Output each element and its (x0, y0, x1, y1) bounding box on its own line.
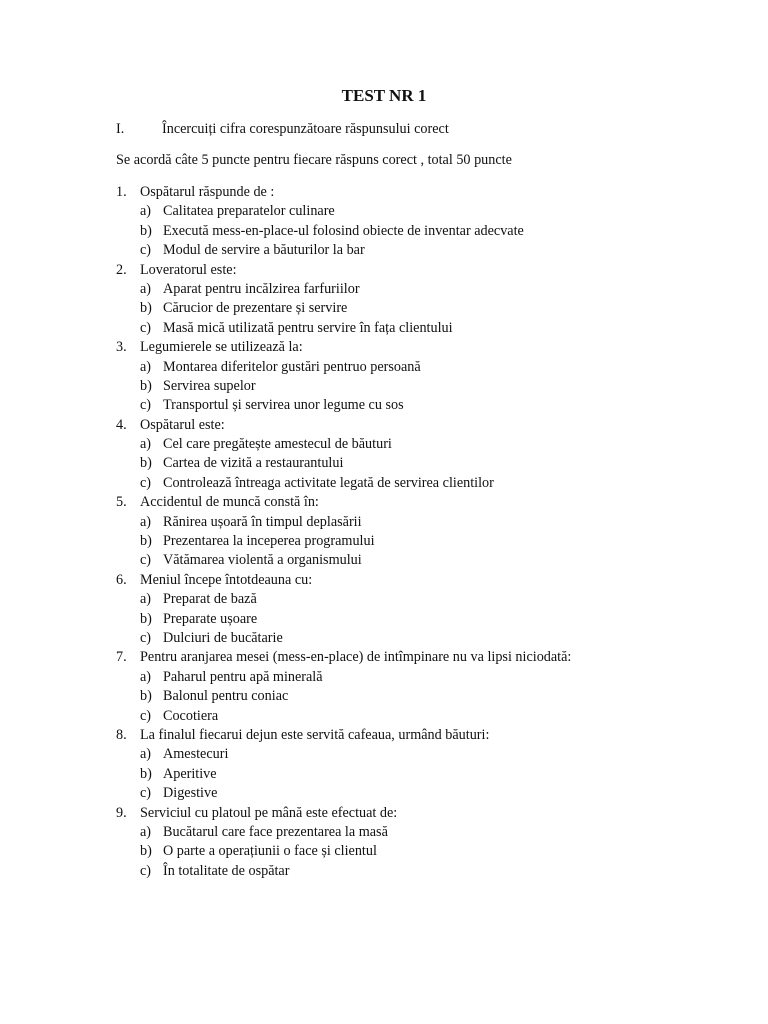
option-text: Preparat de bază (163, 591, 257, 608)
question-number: 9. (116, 804, 127, 821)
scoring-note: Se acordă câte 5 puncte pentru fiecare răspuns corect , total 50 puncte (116, 152, 512, 168)
option-text: Servirea supelor (163, 377, 256, 394)
option-letter: a) (140, 513, 152, 530)
answer-option (116, 842, 736, 861)
section-number: I. (116, 121, 125, 137)
option-letter: b) (140, 533, 152, 550)
option-letter: c) (140, 629, 152, 646)
answer-option (116, 551, 736, 570)
question-item (116, 648, 736, 667)
question-text: Pentru aranjarea mesei (mess-en-place) de intîmpinare nu va lipsi niciodată: (140, 649, 572, 666)
option-letter: a) (140, 203, 152, 220)
option-letter: c) (140, 707, 152, 724)
option-text: Montarea diferitelor gustări pentruo persoană (163, 358, 421, 375)
question-number: 2. (116, 261, 127, 278)
option-letter: b) (140, 765, 152, 782)
question-text: Accidentul de muncă constă în: (140, 494, 319, 511)
answer-option (116, 707, 736, 726)
answer-option (116, 532, 736, 551)
question-number: 8. (116, 726, 127, 743)
question-item (116, 493, 736, 512)
option-text: Rănirea ușoară în timpul deplasării (163, 513, 362, 530)
option-text: Execută mess-en-place-ul folosind obiecte de inventar adecvate (163, 222, 524, 239)
option-text: Bucătarul care face prezentarea la masă (163, 823, 388, 840)
question-number: 3. (116, 339, 127, 356)
option-letter: b) (140, 610, 152, 627)
option-text: Preparate ușoare (163, 610, 258, 627)
option-text: Amestecuri (163, 746, 229, 763)
question-item (116, 338, 736, 357)
question-list (116, 183, 736, 881)
answer-option (116, 590, 736, 609)
answer-option (116, 454, 736, 473)
option-letter: a) (140, 358, 152, 375)
answer-option (116, 319, 736, 338)
answer-option (116, 435, 736, 454)
option-text: O parte a operațiunii o face și clientul (163, 843, 377, 860)
answer-option (116, 202, 736, 221)
question-text: Loveratorul este: (140, 261, 237, 278)
answer-option (116, 241, 736, 260)
answer-option (116, 280, 736, 299)
question-item (116, 571, 736, 590)
answer-option (116, 513, 736, 532)
answer-option (116, 629, 736, 648)
question-text: La finalul fiecarui dejun este servită cafeaua, urmând băuturi: (140, 726, 490, 743)
option-text: Transportul și servirea unor legume cu sos (163, 397, 404, 414)
answer-option (116, 299, 736, 318)
option-letter: c) (140, 242, 152, 259)
option-text: Cartea de vizită a restaurantului (163, 455, 344, 472)
question-item (116, 804, 736, 823)
option-text: Calitatea preparatelor culinare (163, 203, 335, 220)
option-text: Aparat pentru incălzirea farfuriilor (163, 280, 360, 297)
option-letter: c) (140, 474, 152, 491)
option-letter: b) (140, 222, 152, 239)
option-letter: a) (140, 280, 152, 297)
option-letter: b) (140, 688, 152, 705)
question-text: Serviciul cu platoul pe mână este efectuat de: (140, 804, 398, 821)
option-letter: c) (140, 862, 152, 879)
option-text: Controlează întreaga activitate legată de servirea clientilor (163, 474, 494, 491)
answer-option (116, 610, 736, 629)
question-text: Ospătarul răspunde de : (140, 184, 275, 200)
question-item (116, 416, 736, 435)
question-number: 1. (116, 184, 127, 200)
answer-option (116, 396, 736, 415)
answer-option (116, 668, 736, 687)
answer-option (116, 745, 736, 764)
answer-option (116, 862, 736, 881)
question-item (116, 261, 736, 280)
answer-option (116, 222, 736, 241)
question-number: 4. (116, 416, 127, 433)
option-letter: a) (140, 436, 152, 453)
option-text: Balonul pentru coniac (163, 688, 289, 705)
answer-option (116, 474, 736, 493)
page-title: TEST NR 1 (341, 86, 427, 105)
option-text: Digestive (163, 785, 218, 802)
option-letter: b) (140, 377, 152, 394)
option-letter: b) (140, 455, 152, 472)
answer-option (116, 377, 736, 396)
option-text: Paharul pentru apă minerală (163, 668, 323, 685)
option-letter: c) (140, 552, 152, 569)
option-letter: a) (140, 746, 152, 763)
option-text: Modul de servire a băuturilor la bar (163, 242, 365, 259)
option-letter: c) (140, 319, 152, 336)
section-instruction: Încercuiți cifra corespunzătoare răspunsului corect (162, 121, 449, 137)
answer-option (116, 765, 736, 784)
option-letter: a) (140, 823, 152, 840)
option-text: Cărucior de prezentare și servire (163, 300, 348, 317)
option-letter: c) (140, 785, 152, 802)
option-letter: a) (140, 591, 152, 608)
question-number: 5. (116, 494, 127, 511)
question-item (116, 183, 736, 202)
option-letter: b) (140, 300, 152, 317)
question-item (116, 726, 736, 745)
option-text: Cocotiera (163, 707, 219, 724)
option-letter: c) (140, 397, 152, 414)
question-text: Meniul începe întotdeauna cu: (140, 571, 313, 588)
option-letter: b) (140, 843, 152, 860)
answer-option (116, 784, 736, 803)
option-letter: a) (140, 668, 152, 685)
question-text: Ospătarul este: (140, 416, 225, 433)
question-number: 6. (116, 571, 127, 588)
option-text: Cel care pregătește amestecul de băuturi (163, 436, 392, 453)
option-text: În totalitate de ospătar (163, 862, 290, 879)
answer-option (116, 823, 736, 842)
option-text: Vătămarea violentă a organismului (163, 552, 362, 569)
question-text: Legumierele se utilizează la: (140, 339, 303, 356)
question-number: 7. (116, 649, 127, 666)
answer-option (116, 358, 736, 377)
option-text: Prezentarea la inceperea programului (163, 533, 375, 550)
option-text: Masă mică utilizată pentru servire în fața clientului (163, 319, 453, 336)
option-text: Dulciuri de bucătarie (163, 629, 283, 646)
option-text: Aperitive (163, 765, 217, 782)
answer-option (116, 687, 736, 706)
